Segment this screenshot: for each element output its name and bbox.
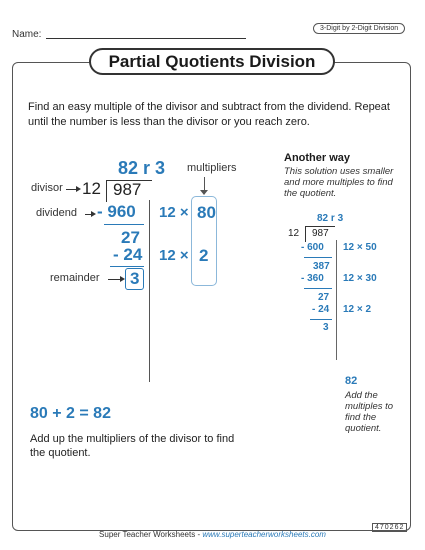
quotient: 82 r 3	[118, 158, 166, 178]
another-way-answer: 82	[345, 375, 358, 387]
aw-step1-line	[304, 257, 332, 258]
aw-step3-line	[310, 319, 332, 320]
another-way-answer-note: Add the multiples to find the quotient.	[345, 390, 394, 434]
aw-step1-subtract: - 600	[301, 242, 324, 253]
step1-multiply: 12 ×	[159, 204, 189, 221]
footer	[0, 530, 425, 539]
name-label: Name:	[12, 29, 42, 40]
aw-step1-multiply: 12 × 50	[343, 242, 377, 253]
another-way-bracket	[305, 226, 306, 242]
another-way-divider	[336, 240, 337, 360]
aw-step3-subtract: - 24	[312, 304, 330, 315]
content-frame	[12, 62, 411, 531]
multiplier-2: 2	[199, 246, 209, 265]
step1-subtract: - 960	[97, 202, 136, 221]
divisor-label: divisor	[31, 182, 63, 194]
dividend-label: dividend	[36, 207, 77, 219]
division-bracket	[106, 180, 107, 202]
aw-step2-line	[304, 288, 332, 289]
worksheet-tag: 3-Digit by 2-Digit Division	[313, 23, 405, 34]
another-way-divisor: 12	[288, 228, 300, 239]
aw-step2-subtract: - 360	[301, 273, 324, 284]
multiplier-80: 80	[197, 203, 216, 222]
another-way-dividend: 987	[312, 228, 329, 239]
another-way-title: Another way	[284, 152, 351, 164]
step2-multiply: 12 ×	[159, 247, 189, 264]
another-way-quotient: 82 r 3	[317, 213, 344, 224]
worksheet-code: 470262	[372, 523, 407, 532]
multipliers-label: multipliers	[187, 162, 237, 174]
remainder-label: remainder	[50, 272, 100, 284]
step1-line	[104, 224, 144, 225]
sum-equation: 80 + 2 = 82	[30, 405, 111, 422]
another-way-description: This solution uses smaller and more multiples to find the quotient.	[284, 166, 394, 199]
divisor-arrowhead	[76, 186, 81, 192]
aw-step2-result: 27	[318, 292, 330, 303]
step2-line	[110, 266, 144, 267]
instructions: Find an easy multiple of the divisor and subtract from the dividend. Repeat until the number is less than the divisor or you reach zero.	[28, 101, 390, 128]
step2-subtract: - 24	[113, 245, 143, 264]
page-title: Partial Quotients Division	[89, 48, 335, 75]
aw-step1-result: 387	[313, 261, 330, 272]
multipliers-arrowhead	[200, 190, 208, 195]
aw-step3-result: 3	[323, 322, 329, 333]
divisor: 12	[82, 179, 101, 198]
footer-url[interactable]: www.superteacherworksheets.com	[202, 530, 326, 539]
another-way-bar	[305, 226, 335, 227]
aw-step3-multiply: 12 × 2	[343, 304, 372, 315]
remainder-value: 3	[130, 269, 140, 288]
summary-text: Add up the multipliers of the divisor to find the quotient.	[30, 433, 235, 459]
work-divider	[149, 200, 150, 382]
dividend: 987	[113, 180, 142, 199]
dividend-arrowhead	[91, 211, 96, 217]
footer-brand: Super Teacher Worksheets -	[99, 530, 203, 539]
aw-step2-multiply: 12 × 30	[343, 273, 377, 284]
step1-remainder: 27	[121, 228, 140, 247]
name-line[interactable]	[46, 38, 246, 39]
